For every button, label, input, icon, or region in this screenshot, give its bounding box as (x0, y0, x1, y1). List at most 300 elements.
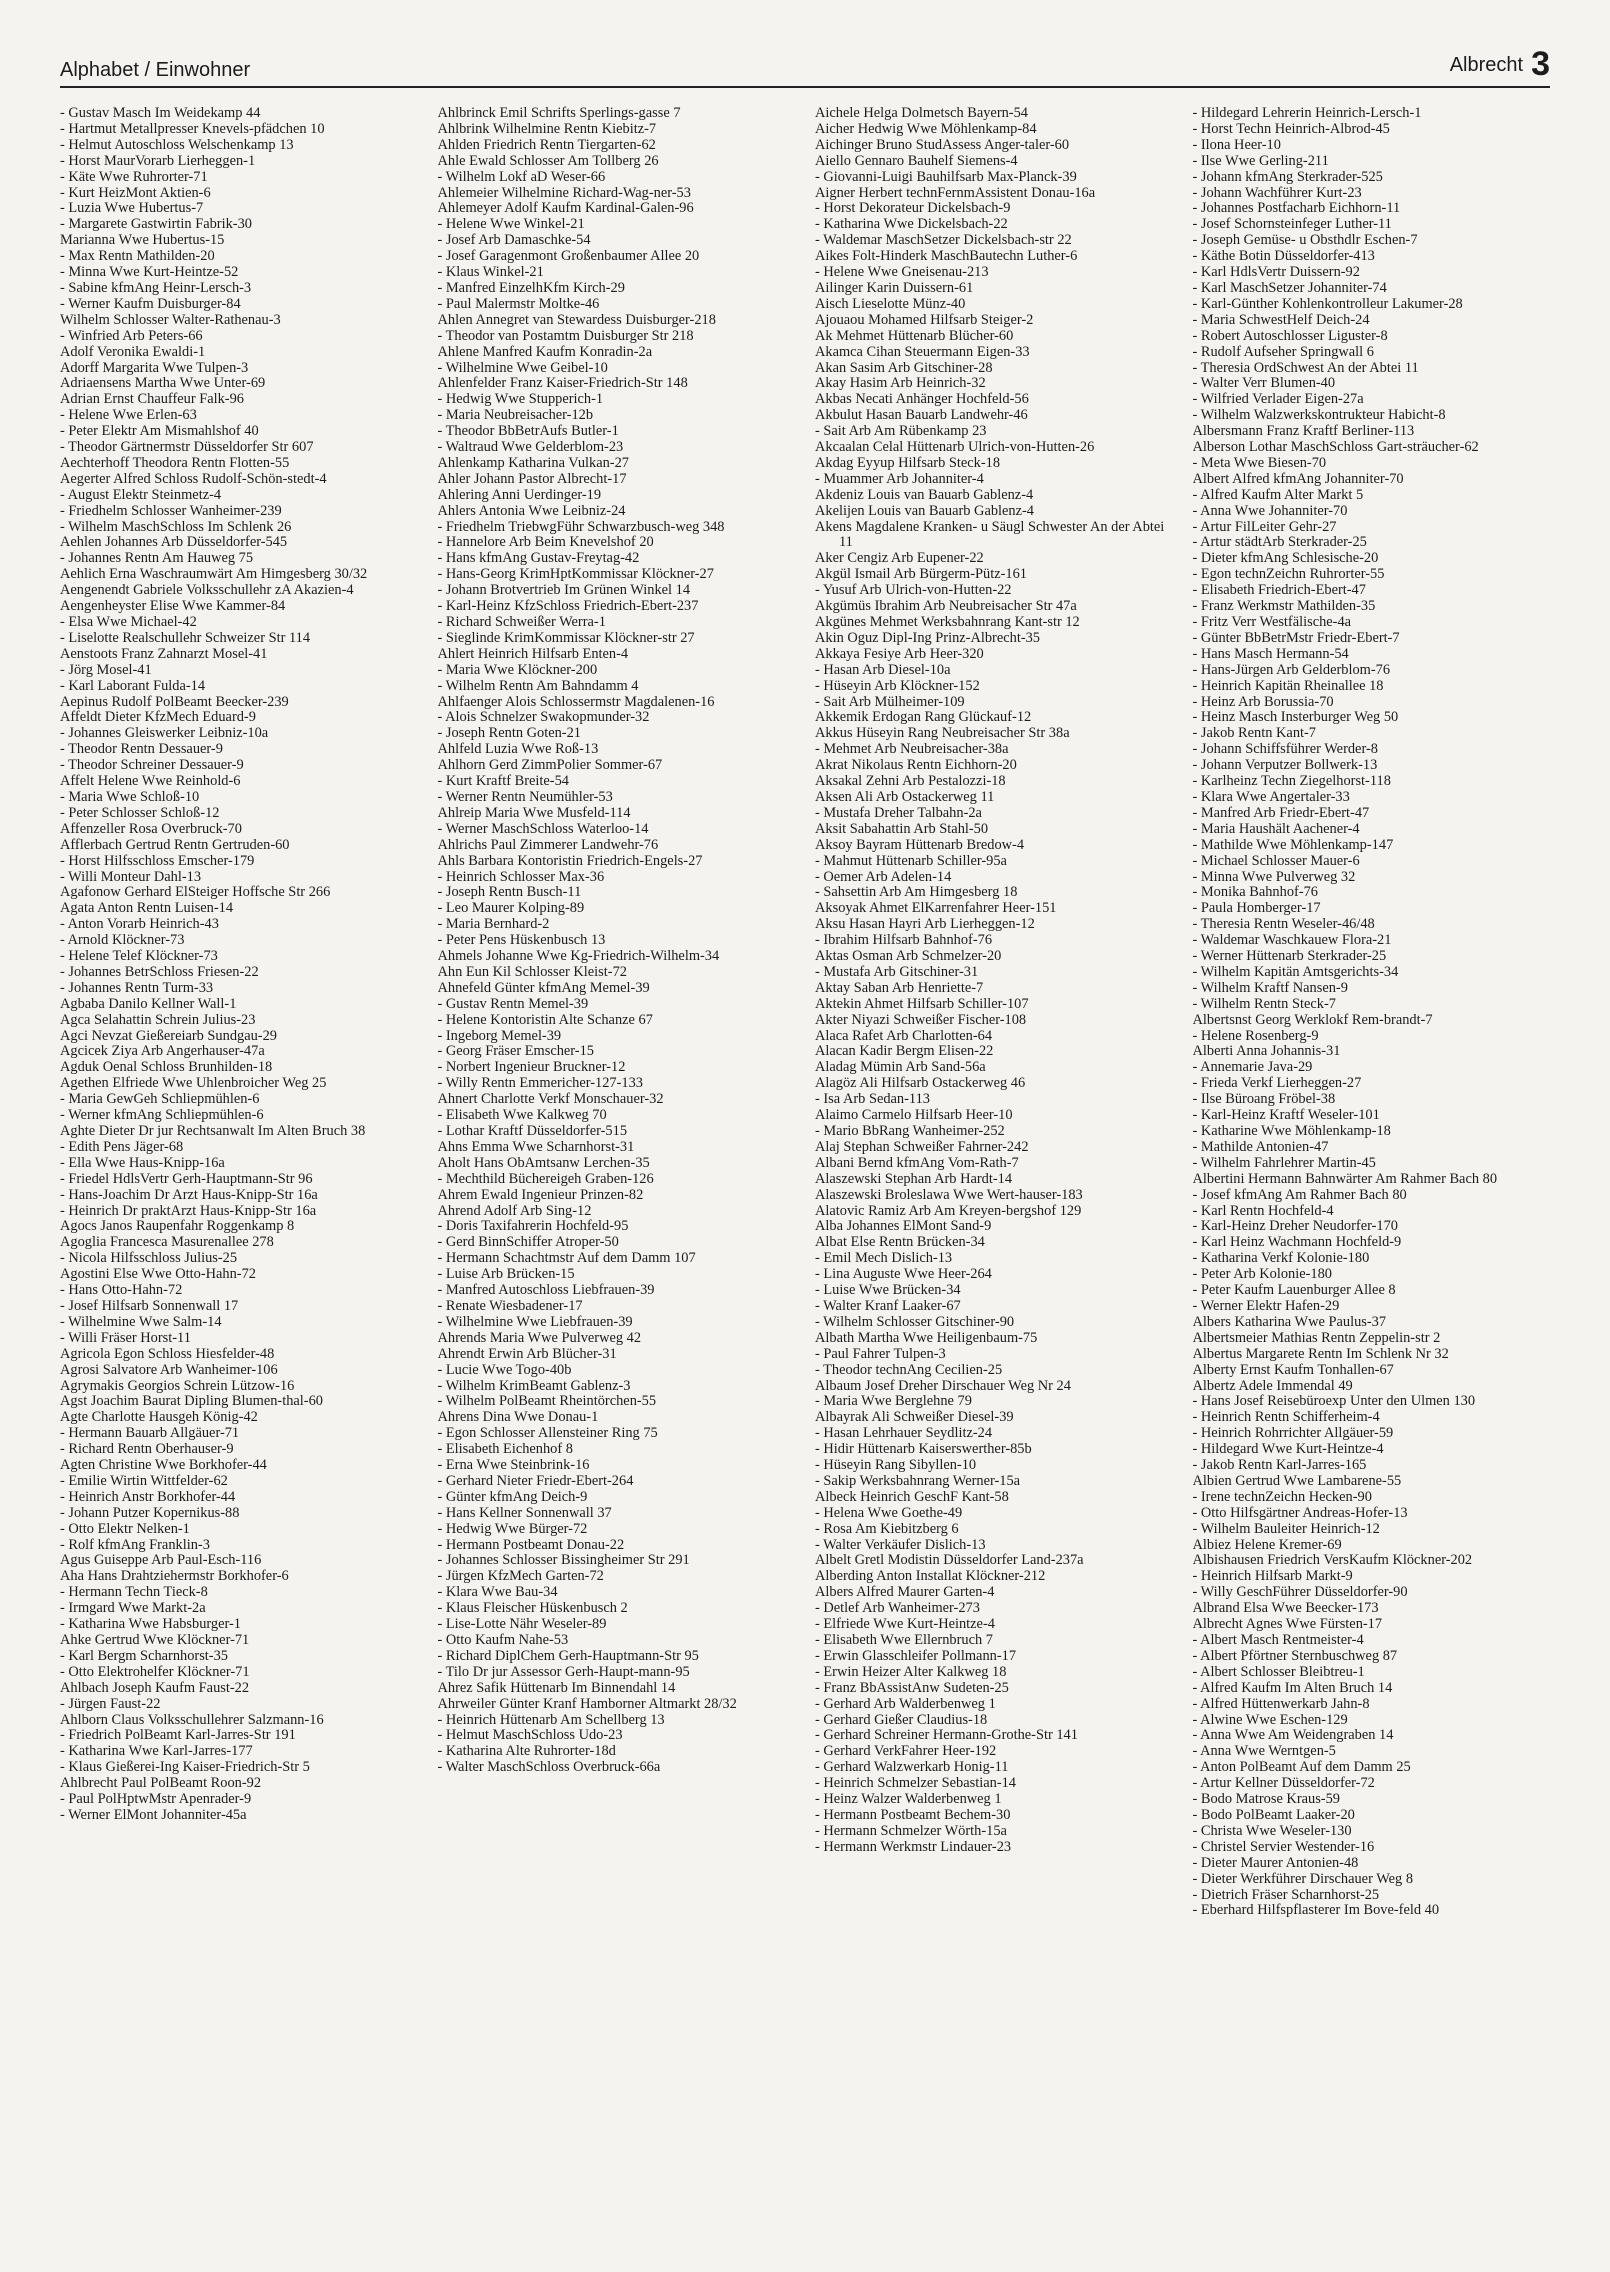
directory-entry: - Katharina Wwe Dickelsbach-22 (815, 216, 1008, 233)
directory-entry: Agethen Elfriede Wwe Uhlenbroicher Weg 25 (60, 1075, 327, 1092)
directory-entry: Akrat Nikolaus Rentn Eichhorn-20 (815, 757, 1017, 774)
directory-entry: - Helene Rosenberg-9 (1192, 1027, 1319, 1044)
running-head (1450, 45, 1550, 84)
directory-entry: - Maria SchwestHelf Deich-24 (1192, 311, 1370, 328)
directory-entry: - Johann Wachführer Kurt-23 (1192, 184, 1362, 201)
directory-entry: - Joseph Rentn Busch-11 (437, 884, 582, 901)
directory-entry: - Albert Schlosser Bleibtreu-1 (1192, 1663, 1365, 1680)
directory-entry: - Winfried Arb Peters-66 (60, 327, 203, 344)
directory-entry: - Hidir Hüttenarb Kaiserswerther-85b (815, 1441, 1032, 1458)
directory-entry: Agte Charlotte Hausgeh König-42 (60, 1409, 258, 1426)
directory-entry: Aechterhoff Theodora Rentn Flotten-55 (60, 454, 290, 471)
directory-entry: - Gerhard Gießer Claudius-18 (815, 1711, 988, 1728)
directory-entry: Aicher Hedwig Wwe Möhlenkamp-84 (815, 120, 1037, 137)
directory-entry: - Maria Bernhard-2 (437, 916, 550, 933)
directory-entry: - Helmut Autoschloss Welschenkamp 13 (60, 136, 294, 153)
directory-entry: Ahlemeier Wilhelmine Richard-Wag-ner-53 (437, 184, 691, 201)
directory-entry: Albaum Josef Dreher Dirschauer Weg Nr 24 (815, 1377, 1071, 1394)
directory-entry: - Otto Elektr Nelken-1 (60, 1520, 190, 1537)
directory-entry: - Rosa Am Kiebitzberg 6 (815, 1520, 959, 1537)
directory-entry: Ahlert Heinrich Hilfsarb Enten-4 (437, 645, 629, 662)
directory-entry: Ahle Ewald Schlosser Am Tollberg 26 (437, 152, 659, 169)
directory-entry: Akkaya Fesiye Arb Heer-320 (815, 645, 984, 662)
directory-entry: - Georg Fräser Emscher-15 (437, 1043, 594, 1060)
directory-entry: Alberti Anna Johannis-31 (1192, 1043, 1341, 1060)
directory-entry: Ahrweiler Günter Kranf Hamborner Altmarkt 28/32 (437, 1695, 737, 1712)
directory-entry: Agduk Oenal Schloss Brunhilden-18 (60, 1059, 273, 1076)
directory-entry: Alberty Ernst Kaufm Tonhallen-67 (1192, 1361, 1394, 1378)
directory-entry: - Horst MaurVorarb Lierheggen-1 (60, 152, 256, 169)
directory-entry: - Sakip Werksbahnrang Werner-15a (815, 1472, 1021, 1489)
directory-entry: Aksu Hasan Hayri Arb Lierheggen-12 (815, 916, 1035, 933)
directory-entry: - Theodor van Postamtm Duisburger Str 218 (437, 327, 694, 344)
directory-entry: - Helena Wwe Goethe-49 (815, 1504, 963, 1521)
directory-entry: - Karl-Heinz KfzSchloss Friedrich-Ebert-237 (437, 598, 699, 615)
directory-entry: - Lothar Kraftf Düsseldorfer-515 (437, 1123, 628, 1139)
directory-entry: - Werner Kaufm Duisburger-84 (60, 295, 241, 312)
directory-entry: - Sieglinde KrimKommissar Klöckner-str 27 (437, 629, 695, 646)
directory-entry: - Gerhard Schreiner Hermann-Grothe-Str 141 (815, 1727, 1078, 1744)
directory-entry: Aepinus Rudolf PolBeamt Beecker-239 (60, 693, 289, 710)
directory-entry: - Anton PolBeamt Auf dem Damm 25 (1192, 1759, 1411, 1776)
directory-entry: - Friedhelm TriebwgFühr Schwarzbusch-weg 348 (437, 518, 725, 535)
directory-entry: - Hans kfmAng Gustav-Freytag-42 (437, 550, 640, 567)
directory-entry: - Elisabeth Eichenhof 8 (437, 1441, 573, 1458)
directory-entry: - Günter kfmAng Deich-9 (437, 1488, 588, 1505)
directory-entry: - Rolf kfmAng Franklin-3 (60, 1536, 210, 1553)
directory-entry: Aksoy Bayram Hüttenarb Bredow-4 (815, 836, 1025, 853)
directory-entry: - Ilse Büroang Fröbel-38 (1192, 1091, 1336, 1108)
directory-entry: Ahlbrink Wilhelmine Rentn Kiebitz-7 (437, 120, 657, 137)
directory-entry: - Hermann Werkmstr Lindauer-23 (815, 1838, 1012, 1855)
directory-entry: - Ella Wwe Haus-Knipp-16a (60, 1154, 225, 1171)
directory-entry: - Monika Bahnhof-76 (1192, 884, 1318, 901)
directory-entry: - Klaus Gießerei-Ing Kaiser-Friedrich-Str 5 (60, 1759, 310, 1776)
directory-entry: - Otto Hilfsgärtner Andreas-Hofer-13 (1192, 1504, 1408, 1521)
directory-entry: - Minna Wwe Pulverweg 32 (1192, 868, 1356, 885)
directory-entry: Aktas Osman Arb Schmelzer-20 (815, 948, 1002, 965)
directory-entry: - Christel Servier Westender-16 (1192, 1838, 1375, 1855)
directory-entry: - Luise Wwe Brücken-34 (815, 1282, 961, 1299)
directory-entry: Akgül Ismail Arb Bürgerm-Pütz-161 (815, 566, 1027, 583)
directory-entry: Adolf Veronika Ewaldi-1 (60, 343, 206, 360)
directory-entry: Aikes Folt-Hinderk MaschBautechn Luther-6 (815, 248, 1078, 265)
directory-entry: - Johannes Rentn Am Hauweg 75 (60, 550, 254, 567)
directory-entry: - Helmut MaschSchloss Udo-23 (437, 1727, 623, 1744)
directory-entry: - Johann Schiffsführer Werder-8 (1192, 741, 1378, 758)
directory-entry: - Friedrich PolBeamt Karl-Jarres-Str 191 (60, 1727, 296, 1744)
directory-entry: - Yusuf Arb Ulrich-von-Hutten-22 (815, 582, 1012, 599)
directory-entry: Ajouaou Mohamed Hilfsarb Steiger-2 (815, 311, 1034, 328)
directory-entry: - Muammer Arb Johanniter-4 (815, 470, 984, 487)
directory-entry: - Theresia Rentn Weseler-46/48 (1192, 916, 1375, 933)
directory-entry: - Lina Auguste Wwe Heer-264 (815, 1266, 992, 1283)
directory-entry: - Willi Fräser Horst-11 (60, 1329, 191, 1346)
directory-entry: - Hartmut Metallpresser Knevels-pfädchen 10 (60, 120, 325, 137)
directory-entry: - Josef Garagenmont Großenbaumer Allee 20 (437, 248, 700, 265)
directory-entry: Agbaba Danilo Kellner Wall-1 (60, 995, 237, 1012)
directory-entry: Agrymakis Georgios Schrein Lützow-16 (60, 1377, 295, 1394)
directory-entry: - Sait Arb Am Rübenkamp 23 (815, 423, 987, 440)
directory-entry: Alaj Stephan Schweißer Fahrner-242 (815, 1138, 1029, 1155)
directory-entry: - Klara Wwe Angertaler-33 (1192, 788, 1350, 805)
directory-entry: - Elfriede Wwe Kurt-Heintze-4 (815, 1616, 995, 1633)
directory-entry: Ahnert Charlotte Verkf Monschauer-32 (437, 1091, 664, 1108)
directory-entry: - Werner ElMont Johanniter-45a (60, 1806, 247, 1823)
directory-entry: - Luise Arb Brücken-15 (437, 1266, 575, 1283)
directory-entry: - Richard Schweißer Werra-1 (437, 614, 606, 630)
directory-entry: Alberding Anton Installat Klöckner-212 (815, 1568, 1046, 1585)
directory-entry: - Hans-Jürgen Arb Gelderblom-76 (1192, 661, 1391, 678)
directory-entry: Akkemik Erdogan Rang Glückauf-12 (815, 709, 1032, 726)
directory-entry: - Giovanni-Luigi Bauhilfsarb Max-Planck-39 (815, 168, 1077, 185)
directory-entry: - Walter Verkäufer Dislich-13 (815, 1536, 986, 1553)
directory-entry: - Hermann Postbeamt Bechem-30 (815, 1806, 1011, 1823)
directory-entry: - Klaus Winkel-21 (437, 264, 544, 281)
directory-entry: - Maria Wwe Berglehne 79 (815, 1393, 972, 1410)
directory-entry: Aigner Herbert technFernmAssistent Donau-16a (815, 184, 1096, 201)
directory-entry: - Johann Putzer Kopernikus-88 (60, 1504, 240, 1521)
directory-entry: Albers Katharina Wwe Paulus-37 (1192, 1313, 1387, 1330)
directory-entry: Akcaalan Celal Hüttenarb Ulrich-von-Hutten-26 (815, 439, 1095, 456)
directory-entry: Ailinger Karin Duissern-61 (815, 279, 974, 296)
directory-entry: Aisch Lieselotte Münz-40 (815, 295, 966, 312)
directory-entry: Ahmels Johanne Wwe Kg-Friedrich-Wilhelm-34 (437, 948, 720, 965)
directory-entry: - Wilhelm Walzwerkskontrukteur Habicht-8 (1192, 407, 1446, 424)
directory-entry: Agci Nevzat Gießereiarb Sundgau-29 (60, 1027, 277, 1044)
directory-entry: - Gerhard Nieter Friedr-Ebert-264 (437, 1472, 634, 1489)
directory-entry: - Alwine Wwe Eschen-129 (1192, 1711, 1348, 1728)
directory-entry: - Meta Wwe Biesen-70 (1192, 454, 1327, 471)
directory-entry: - Theodor Gärtnermstr Düsseldorfer Str 607 (60, 439, 314, 456)
directory-entry: Ahlenfelder Franz Kaiser-Friedrich-Str 148 (437, 375, 688, 392)
directory-entry: Agoglia Francesca Masurenallee 278 (60, 1234, 274, 1251)
directory-entry: - Johannes Schlosser Bissingheimer Str 291 (437, 1552, 690, 1569)
directory-entry: - Theodor Rentn Dessauer-9 (60, 741, 223, 758)
directory-entry: - Nicola Hilfsschloss Julius-25 (60, 1250, 238, 1267)
directory-entry: - Wilhelmine Wwe Liebfrauen-39 (437, 1313, 633, 1330)
directory-entry: Aksit Sabahattin Arb Stahl-50 (815, 820, 989, 837)
directory-entry: - Norbert Ingenieur Bruckner-12 (437, 1059, 626, 1076)
directory-entry: - Helene Telef Klöckner-73 (60, 948, 218, 965)
directory-entry: Aha Hans Drahtziehermstr Borkhofer-6 (60, 1568, 289, 1585)
column-1 (60, 106, 418, 2246)
directory-entry: Aholt Hans ObAmtsanw Lerchen-35 (437, 1154, 650, 1171)
directory-entry: Affeldt Dieter KfzMech Eduard-9 (60, 709, 256, 726)
directory-entry: - Dieter kfmAng Schlesische-20 (1192, 550, 1379, 567)
directory-entry: - Rudolf Aufseher Springwall 6 (1192, 343, 1374, 360)
directory-entry: - Karl Laborant Fulda-14 (60, 677, 206, 694)
directory-entry: - Mustafa Arb Gitschiner-31 (815, 963, 979, 980)
directory-entry: - Fritz Verr Westfälische-4a (1192, 614, 1352, 630)
directory-entry: - Heinrich Kapitän Rheinallee 18 (1192, 677, 1384, 694)
directory-entry: Ahlhorn Gerd ZimmPolier Sommer-67 (437, 757, 663, 774)
directory-entry: Akter Niyazi Schweißer Fischer-108 (815, 1011, 1027, 1028)
directory-entry: - Jakob Rentn Kant-7 (1192, 725, 1316, 742)
directory-entry: - Richard Rentn Oberhauser-9 (60, 1441, 234, 1458)
directory-entry: - Elisabeth Wwe Kalkweg 70 (437, 1107, 607, 1124)
directory-entry: - Karl Bergm Scharnhorst-35 (60, 1647, 228, 1664)
directory-entry: - Manfred Arb Friedr-Ebert-47 (1192, 804, 1370, 821)
directory-entry: - Werner kfmAng Schliepmühlen-6 (60, 1107, 264, 1124)
directory-entry: - Hermann Techn Tieck-8 (60, 1584, 208, 1601)
directory-entry: Agus Guiseppe Arb Paul-Esch-116 (60, 1552, 262, 1569)
directory-entry: - Gerhard Arb Walderbenweg 1 (815, 1695, 996, 1712)
directory-entry: - Margarete Gastwirtin Fabrik-30 (60, 216, 252, 233)
directory-entry: - Mustafa Dreher Talbahn-2a (815, 804, 982, 821)
directory-entry: - Heinrich Anstr Borkhofer-44 (60, 1488, 236, 1505)
directory-entry: - Renate Wiesbadener-17 (437, 1297, 583, 1314)
directory-entry: Adrian Ernst Chauffeur Falk-96 (60, 391, 244, 408)
directory-entry: - Sahsettin Arb Am Himgesberg 18 (815, 884, 1018, 901)
directory-entry: Affenzeller Rosa Overbruck-70 (60, 820, 242, 837)
directory-entry: - Sait Arb Mülheimer-109 (815, 693, 965, 710)
directory-entry: - August Elektr Steinmetz-4 (60, 486, 222, 503)
directory-entry: Ahrend Adolf Arb Sing-12 (437, 1202, 592, 1219)
directory-entry: Ahlenkamp Katharina Vulkan-27 (437, 454, 629, 471)
directory-entry: - Werner Rentn Neumühler-53 (437, 788, 613, 805)
directory-entry: - Erwin Glasschleifer Pollmann-17 (815, 1647, 1017, 1664)
directory-entry: Akgünes Mehmet Werksbahnrang Kant-str 12 (815, 614, 1080, 630)
directory-entry: Aehlen Johannes Arb Düsseldorfer-545 (60, 534, 288, 551)
directory-entry: - Jakob Rentn Karl-Jarres-165 (1192, 1457, 1367, 1474)
directory-entry: Alberson Lothar MaschSchloss Gart-sträucher-62 (1192, 439, 1479, 456)
directory-entry: - Hermann Schmelzer Wörth-15a (815, 1822, 1007, 1839)
page-number: 3 (1531, 45, 1550, 83)
directory-entry: Ahlfeld Luzia Wwe Roß-13 (437, 741, 599, 758)
directory-entry: Ahlbach Joseph Kaufm Faust-22 (60, 1679, 250, 1696)
directory-entry: Alaszewski Broleslawa Wwe Wert-hauser-183 (815, 1186, 1083, 1203)
directory-entry: - Karlheinz Techn Ziegelhorst-118 (1192, 773, 1391, 790)
directory-entry: Ahlreip Maria Wwe Musfeld-114 (437, 804, 631, 821)
directory-entry: - Johannes Postfacharb Eichhorn-11 (1192, 200, 1401, 217)
directory-entry: - Johann kfmAng Sterkrader-525 (1192, 168, 1383, 185)
directory-entry: - Katharina Verkf Kolonie-180 (1192, 1250, 1370, 1267)
directory-entry: Albani Bernd kfmAng Vom-Rath-7 (815, 1154, 1019, 1171)
directory-entry: Agostini Else Wwe Otto-Hahn-72 (60, 1266, 256, 1283)
directory-entry: - Hildegard Lehrerin Heinrich-Lersch-1 (1192, 106, 1422, 121)
directory-entry: Albeck Heinrich GeschF Kant-58 (815, 1488, 1009, 1505)
directory-entry: - Käthe Botin Düsseldorfer-413 (1192, 248, 1375, 265)
directory-entry: Aksakal Zehni Arb Pestalozzi-18 (815, 773, 1006, 790)
directory-entry: - Erwin Heizer Alter Kalkweg 18 (815, 1663, 1007, 1680)
directory-entry: Agrosi Salvatore Arb Wanheimer-106 (60, 1361, 278, 1378)
directory-entry: Ahrends Maria Wwe Pulverweg 42 (437, 1329, 642, 1346)
directory-entry: - Maria Neubreisacher-12b (437, 407, 594, 424)
directory-entry: Ahlbrinck Emil Schrifts Sperlings-gasse 7 (437, 106, 681, 121)
directory-entry: - Karl MaschSetzer Johanniter-74 (1192, 279, 1387, 296)
directory-entry: Aktekin Ahmet Hilfsarb Schiller-107 (815, 995, 1029, 1012)
directory-entry: - Helene Wwe Erlen-63 (60, 407, 197, 424)
directory-entry: - Kurt Kraftf Breite-54 (437, 773, 569, 790)
directory-entry: - Otto Elektrohelfer Klöckner-71 (60, 1663, 250, 1680)
directory-entry: - Bodo Matrose Kraus-59 (1192, 1791, 1340, 1808)
directory-entry: - Frieda Verkf Lierheggen-27 (1192, 1075, 1362, 1092)
directory-entry: - Eberhard Hilfspflasterer Im Bove-feld 40 (1192, 1902, 1440, 1919)
directory-entry: - Mehmet Arb Neubreisacher-38a (815, 741, 1009, 758)
directory-entry: Agricola Egon Schloss Hiesfelder-48 (60, 1345, 275, 1362)
directory-entry: - Wilhelm Kapitän Amtsgerichts-34 (1192, 963, 1399, 980)
directory-entry: - Anna Wwe Werntgen-5 (1192, 1743, 1336, 1760)
directory-entry: - Wilhelm PolBeamt Rheintörchen-55 (437, 1393, 657, 1410)
directory-entry: Akdag Eyyup Hilfsarb Steck-18 (815, 454, 1001, 471)
directory-entry: - Klaus Fleischer Hüskenbusch 2 (437, 1600, 628, 1617)
directory-entry: Albat Else Rentn Brücken-34 (815, 1234, 985, 1251)
directory-entry: Agata Anton Rentn Luisen-14 (60, 900, 234, 917)
directory-entry: - Werner MaschSchloss Waterloo-14 (437, 820, 649, 837)
directory-entry: Alagöz Ali Hilfsarb Ostackerweg 46 (815, 1075, 1026, 1092)
directory-entry: - Ilona Heer-10 (1192, 136, 1281, 153)
directory-entry: - Sabine kfmAng Heinr-Lersch-3 (60, 279, 252, 296)
directory-entry: Ahlfaenger Alois Schlossermstr Magdalenen-16 (437, 693, 715, 710)
directory-entry: - Elsa Wwe Michael-42 (60, 614, 197, 630)
directory-entry: - Johannes Gleiswerker Leibniz-10a (60, 725, 269, 742)
directory-entry: Akbas Necati Anhänger Hochfeld-56 (815, 391, 1029, 408)
directory-entry: - Ibrahim Hilfsarb Bahnhof-76 (815, 932, 993, 949)
directory-entry: - Josef kfmAng Am Rahmer Bach 80 (1192, 1186, 1407, 1203)
directory-entry: - Hüseyin Rang Sibyllen-10 (815, 1457, 977, 1474)
directory-entry: Albertini Hermann Bahnwärter Am Rahmer Bach 80 (1192, 1170, 1498, 1187)
directory-entry: Akamca Cihan Steuermann Eigen-33 (815, 343, 1030, 360)
directory-entry: - Helene Wwe Gneisenau-213 (815, 264, 989, 281)
directory-entry: - Gerhard VerkFahrer Heer-192 (815, 1743, 997, 1760)
directory-entry: - Elisabeth Wwe Ellernbruch 7 (815, 1632, 993, 1648)
directory-entry: - Mathilde Antonien-47 (1192, 1138, 1329, 1155)
directory-entry: - Ingeborg Memel-39 (437, 1027, 562, 1044)
column-3 (815, 106, 1173, 2246)
directory-entry: - Heinz Walzer Walderbenweg 1 (815, 1791, 1002, 1808)
directory-entry: - Theodor technAng Cecilien-25 (815, 1361, 1003, 1378)
directory-entry: - Josef Arb Damaschke-54 (437, 232, 591, 249)
page-header (60, 45, 1550, 88)
directory-entry: - Paul Malermstr Moltke-46 (437, 295, 600, 312)
directory-entry: - Johann Brotvertrieb Im Grünen Winkel 14 (437, 582, 691, 599)
directory-entry: - Wilhelm Lokf aD Weser-66 (437, 168, 606, 185)
directory-entry: - Waldemar MaschSetzer Dickelsbach-str 22 (815, 232, 1072, 249)
directory-entry: Albers Alfred Maurer Garten-4 (815, 1584, 995, 1601)
directory-entry: - Hedwig Wwe Stupperich-1 (437, 391, 604, 408)
directory-entry: Ahnefeld Günter kfmAng Memel-39 (437, 979, 650, 996)
directory-entry: - Paula Homberger-17 (1192, 900, 1321, 917)
directory-entry: - Hedwig Wwe Bürger-72 (437, 1520, 588, 1537)
directory-entry: Akkus Hüseyin Rang Neubreisacher Str 38a (815, 725, 1070, 742)
directory-entry: Aladag Mümin Arb Sand-56a (815, 1059, 986, 1076)
directory-entry: Ahn Eun Kil Schlosser Kleist-72 (437, 963, 627, 980)
directory-entry: Albishausen Friedrich VersKaufm Klöckner-202 (1192, 1552, 1473, 1569)
directory-entry: - Mathilde Wwe Möhlenkamp-147 (1192, 836, 1394, 853)
directory-entry: - Friedel HdlsVertr Gerh-Hauptmann-Str 96 (60, 1170, 313, 1187)
directory-entry: Alatovic Ramiz Arb Am Kreyen-bergshof 129 (815, 1202, 1082, 1219)
directory-entry: Albert Alfred kfmAng Johanniter-70 (1192, 470, 1404, 487)
directory-entry: - Werner Elektr Hafen-29 (1192, 1297, 1340, 1314)
directory-entry: - Willy GeschFührer Düsseldorfer-90 (1192, 1584, 1408, 1601)
directory-entry: - Joseph Gemüse- u Obsthdlr Eschen-7 (1192, 232, 1418, 249)
directory-entry: - Peter Elektr Am Mismahlshof 40 (60, 423, 259, 440)
directory-entry: - Annemarie Java-29 (1192, 1059, 1313, 1076)
directory-entry: - Doris Taxifahrerin Hochfeld-95 (437, 1218, 629, 1235)
directory-entry: - Isa Arb Sedan-113 (815, 1091, 930, 1108)
directory-entry: Akens Magdalene Kranken- u Säugl Schwester An der Abtei 11 (815, 518, 1165, 551)
directory-entry: - Karl-Günther Kohlenkontrolleur Lakumer-28 (1192, 295, 1463, 312)
directory-entry: Aker Cengiz Arb Eupener-22 (815, 550, 984, 567)
directory-entry: Ahrem Ewald Ingenieur Prinzen-82 (437, 1186, 644, 1203)
directory-entry: Adorff Margarita Wwe Tulpen-3 (60, 359, 249, 376)
directory-entry: - Hermann Schachtmstr Auf dem Damm 107 (437, 1250, 696, 1267)
directory-entry: - Kurt HeizMont Aktien-6 (60, 184, 211, 201)
directory-entry: - Walter MaschSchloss Overbruck-66a (437, 1759, 661, 1776)
directory-entry: - Hannelore Arb Beim Knevelshof 20 (437, 534, 654, 551)
directory-entry: - Maria GewGeh Schliepmühlen-6 (60, 1091, 260, 1108)
directory-entry: Ahrens Dina Wwe Donau-1 (437, 1409, 599, 1426)
directory-entry: - Theodor BbBetrAufs Butler-1 (437, 423, 619, 440)
directory-entry: Ahns Emma Wwe Scharnhorst-31 (437, 1138, 635, 1155)
directory-entry: - Oemer Arb Adelen-14 (815, 868, 952, 885)
directory-entry: - Maria Wwe Schloß-10 (60, 788, 200, 805)
directory-entry: - Mahmut Hüttenarb Schiller-95a (815, 852, 1007, 869)
directory-entry: - Maria Wwe Klöckner-200 (437, 661, 598, 678)
directory-entry: - Hans Otto-Hahn-72 (60, 1282, 183, 1299)
directory-entry: - Josef Hilfsarb Sonnenwall 17 (60, 1297, 239, 1314)
directory-entry: Ahlen Annegret van Stewardess Duisburger-218 (437, 311, 716, 328)
directory-entry: - Heinz Arb Borussia-70 (1192, 693, 1334, 710)
directory-entry: - Lucie Wwe Togo-40b (437, 1361, 572, 1378)
directory-entry: Aksen Ali Arb Ostackerweg 11 (815, 788, 995, 805)
directory-entry: Alaimo Carmelo Hilfsarb Heer-10 (815, 1107, 1013, 1124)
directory-entry: - Peter Schlosser Schloß-12 (60, 804, 220, 821)
directory-entry: Akay Hasim Arb Heinrich-32 (815, 375, 986, 392)
directory-entry: Alba Johannes ElMont Sand-9 (815, 1218, 992, 1235)
directory-entry: - Jürgen KfzMech Garten-72 (437, 1568, 604, 1585)
directory-entry: - Leo Maurer Kolping-89 (437, 900, 585, 917)
directory-entry: Akdeniz Louis van Bauarb Gablenz-4 (815, 486, 1034, 503)
directory-entry: Albath Martha Wwe Heiligenbaum-75 (815, 1329, 1038, 1346)
directory-entry: - Arnold Klöckner-73 (60, 932, 185, 949)
directory-entry: - Karl HdlsVertr Duissern-92 (1192, 264, 1360, 281)
directory-entry: Albertz Adele Immendal 49 (1192, 1377, 1353, 1394)
directory-entry: - Richard DiplChem Gerh-Hauptmann-Str 95 (437, 1647, 699, 1664)
directory-entry: Ahlborn Claus Volksschullehrer Salzmann-16 (60, 1711, 324, 1728)
directory-entry: - Waldemar Waschkauew Flora-21 (1192, 932, 1392, 949)
directory-entry: - Hans Kellner Sonnenwall 37 (437, 1504, 612, 1521)
directory-entry: - Luzia Wwe Hubertus-7 (60, 200, 204, 217)
directory-entry: - Manfred Autoschloss Liebfrauen-39 (437, 1282, 655, 1299)
directory-entry: - Lise-Lotte Nähr Weseler-89 (437, 1616, 607, 1633)
directory-columns (60, 106, 1550, 2246)
directory-entry: Ahlbrecht Paul PolBeamt Roon-92 (60, 1775, 262, 1792)
directory-entry: Ahlemeyer Adolf Kaufm Kardinal-Galen-96 (437, 200, 694, 217)
directory-entry: Ahler Johann Pastor Albrecht-17 (437, 470, 627, 487)
directory-entry: - Emil Mech Dislich-13 (815, 1250, 953, 1267)
directory-entry: - Horst Dekorateur Dickelsbach-9 (815, 200, 1011, 217)
directory-entry: - Hüseyin Arb Klöckner-152 (815, 677, 980, 694)
directory-entry: - Wilhelmine Wwe Geibel-10 (437, 359, 608, 376)
directory-entry: - Peter Pens Hüskenbusch 13 (437, 932, 606, 949)
directory-entry: - Wilhelm KrimBeamt Gablenz-3 (437, 1377, 631, 1394)
directory-entry: Ahlden Friedrich Rentn Tiergarten-62 (437, 136, 656, 153)
directory-entry: - Heinrich Schmelzer Sebastian-14 (815, 1775, 1016, 1792)
directory-entry: Ahrendt Erwin Arb Blücher-31 (437, 1345, 617, 1362)
directory-entry: Marianna Wwe Hubertus-15 (60, 232, 225, 249)
directory-entry: - Karl-Heinz Dreher Neudorfer-170 (1192, 1218, 1398, 1235)
directory-entry: Ahlers Antonia Wwe Leibniz-24 (437, 502, 626, 519)
directory-entry: - Johannes BetrSchloss Friesen-22 (60, 963, 259, 980)
directory-entry: Albelt Gretl Modistin Düsseldorfer Land-237a (815, 1552, 1084, 1569)
directory-entry: Akbulut Hasan Bauarb Landwehr-46 (815, 407, 1028, 424)
directory-entry: Aenstoots Franz Zahnarzt Mosel-41 (60, 645, 268, 662)
directory-entry: - Heinrich Hüttenarb Am Schellberg 13 (437, 1711, 665, 1728)
directory-entry: - Otto Kaufm Nahe-53 (437, 1632, 569, 1648)
directory-entry: - Walter Kranf Laaker-67 (815, 1297, 961, 1314)
